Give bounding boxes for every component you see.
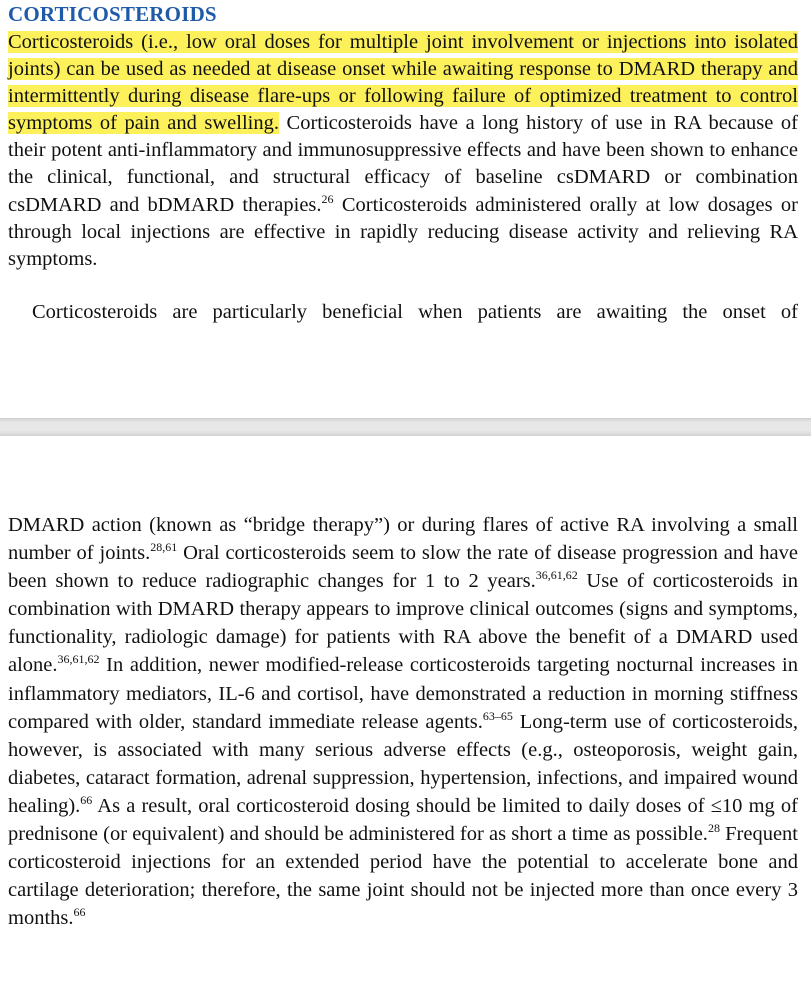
- paragraph-3-text-3: Use of corticosteroids in combination with DMARD therapy appears to improve clinical outcomes (signs and symptoms, functionality, radiologic damage) for patients with RA above the benefit of a DMARD used alone.: [8, 570, 799, 677]
- highlighted-text: Corticosteroids (i.e., low oral doses for multiple joint involvement or injections into isolated joints) can be used as needed at disease onset while awaiting response to DMARD therapy and intermittently during disease flare-ups or following failure of optimized treatment to control symptoms of pain and swelling.: [8, 31, 798, 135]
- paragraph-1-text-1: Corticosteroids have a long history of use in RA because of their potent anti-inflammatory and immunosuppressive effects and have been shown to enhance the clinical, functional, and structural efficacy of baseline csDMARD or combination csDMARD and bDMARD therapies.: [8, 112, 798, 216]
- paragraph-3-text-6: As a result, oral corticosteroid dosing should be limited to daily doses of ≤10 mg of prednisone (or equivalent) and should be administered for as short a time as possible.: [8, 794, 798, 846]
- citation-28: 28: [707, 821, 720, 836]
- paragraph-3-text-5: Long-term use of corticosteroids, however, is associated with many serious adverse effects (e.g., osteoporosis, weight gain, diabetes, cataract formation, adrenal suppression, hypertension, infections, and impaired wound healing).: [8, 710, 798, 817]
- page-top: [0, 0, 811, 418]
- paragraph-3-text-4: In addition, newer modified-release corticosteroids targeting nocturnal increases in inflammatory mediators, IL-6 and cortisol, have demonstrated a reduction in morning stiffness compared with older, standard immediate release agents.: [8, 654, 798, 733]
- section-heading: CORTICOSTEROIDS: [8, 2, 217, 26]
- paragraph-3-text-2: Oral corticosteroids seem to slow the rate of disease progression and have been shown to reduce radiographic changes for 1 to 2 years.: [8, 542, 798, 593]
- citation-26: 26: [321, 191, 334, 206]
- paragraph-2-start: Corticosteroids are particularly beneficial when patients are awaiting the onset of: [32, 301, 798, 323]
- page-break-divider: [0, 418, 811, 436]
- paragraph-3-text-7: Frequent corticosteroid injections for an extended period have the potential to accelerate bone and cartilage deterioration; therefore, the same joint should not be injected more than once every 3 months.: [8, 823, 798, 930]
- citation-63-65: 63–65: [482, 708, 513, 723]
- citation-36-61-62-a: 36,61,62: [535, 568, 578, 583]
- paragraph-1-text-2: Corticosteroids administered orally at low dosages or through local injections are effective in rapidly reducing disease activity and relieving RA symptoms.: [8, 193, 798, 270]
- paragraph-3: [8, 511, 798, 932]
- citation-66-b: 66: [73, 905, 86, 920]
- citation-36-61-62-b: 36,61,62: [57, 652, 100, 667]
- citation-28-61: 28,61: [150, 540, 178, 555]
- paragraph-3-text-1: DMARD action (known as “bridge therapy”) or during flares of active RA involving a small number of joints.: [8, 514, 798, 565]
- paragraph-1: [8, 29, 798, 273]
- citation-66-a: 66: [80, 792, 93, 807]
